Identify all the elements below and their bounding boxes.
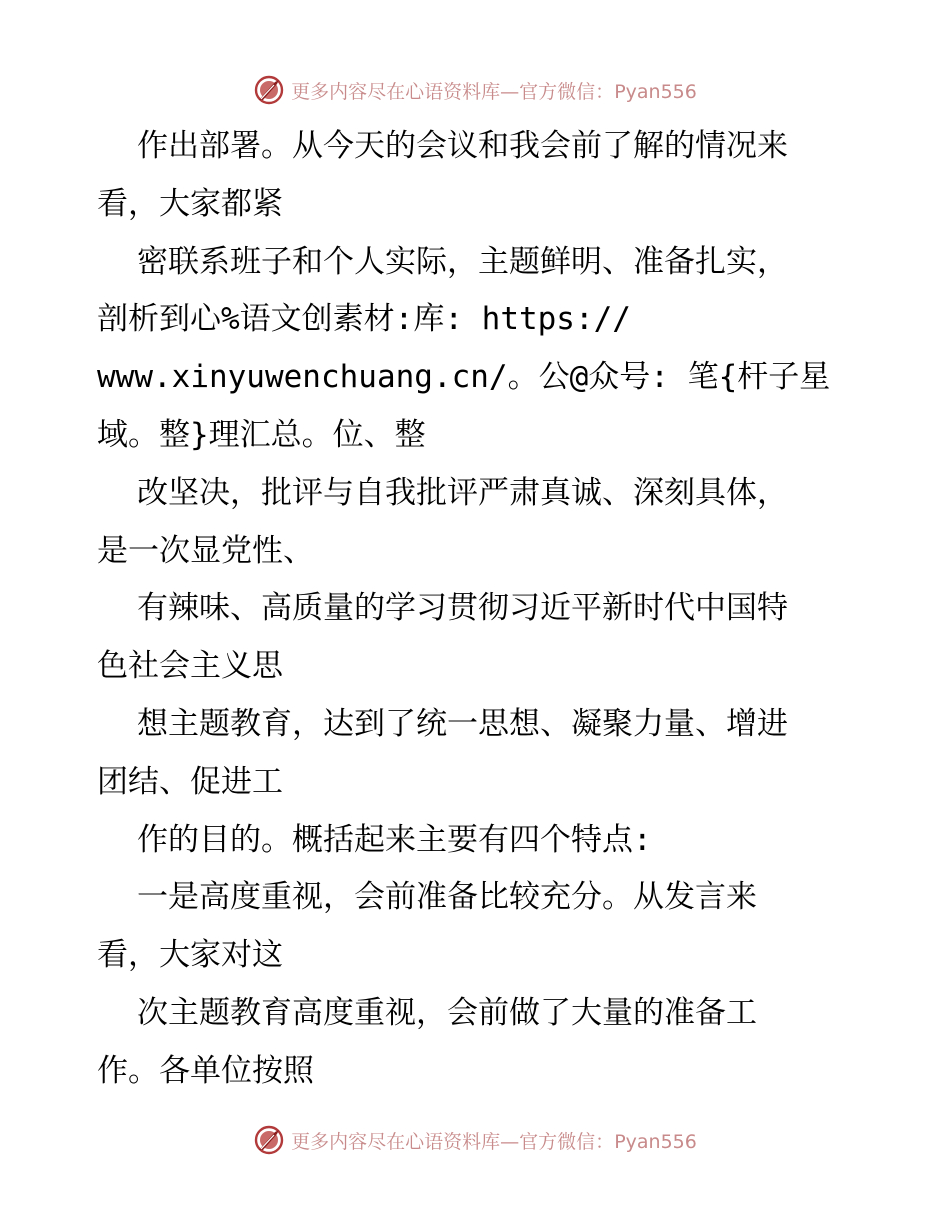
text-line: 域。整}理汇总。位、整 bbox=[97, 416, 426, 453]
watermark-text: 更多内容尽在心语资料库—官方微信：Pyan556 bbox=[291, 80, 697, 103]
text-line: 有辣味、高质量的学习贯彻习近平新时代中国特 bbox=[137, 590, 788, 627]
text-line: 看，大家都紧 bbox=[97, 185, 283, 222]
text-line: 团结、促进工 bbox=[97, 763, 283, 800]
text-line: 看，大家对这 bbox=[97, 937, 283, 974]
text-line: 作。各单位按照 bbox=[97, 1052, 314, 1089]
footer-watermark bbox=[0, 1120, 950, 1160]
text-line: 色社会主义思 bbox=[97, 648, 283, 685]
document-body bbox=[97, 118, 877, 1101]
text-line: 密联系班子和个人实际，主题鲜明、准备扎实， bbox=[137, 243, 788, 280]
text-line: 作出部署。从今天的会议和我会前了解的情况来 bbox=[137, 128, 788, 164]
text-line: 作的目的。概括起来主要有四个特点: bbox=[137, 821, 652, 858]
text-line: 是一次显党性、 bbox=[97, 532, 314, 569]
text-line: 次主题教育高度重视，会前做了大量的准备工 bbox=[137, 994, 757, 1031]
watermark-group bbox=[253, 1124, 697, 1156]
feather-pen-circle-icon bbox=[253, 74, 285, 106]
watermark-text: 更多内容尽在心语资料库—官方微信：Pyan556 bbox=[291, 1130, 697, 1153]
text-line: 想主题教育，达到了统一思想、凝聚力量、增进 bbox=[137, 705, 788, 742]
text-line: 一是高度重视，会前准备比较充分。从发言来 bbox=[137, 879, 757, 916]
feather-pen-circle-icon bbox=[253, 1124, 285, 1156]
header-watermark bbox=[0, 70, 950, 110]
text-line: 改坚决，批评与自我批评严肃真诚、深刻具体， bbox=[137, 474, 788, 511]
watermark-group bbox=[253, 74, 697, 106]
text-line: 剖析到心%语文创素材:库: https:// bbox=[97, 301, 631, 338]
text-line: www.xinyuwenchuang.cn/。公@众号: 笔{杆子星 bbox=[97, 359, 831, 396]
